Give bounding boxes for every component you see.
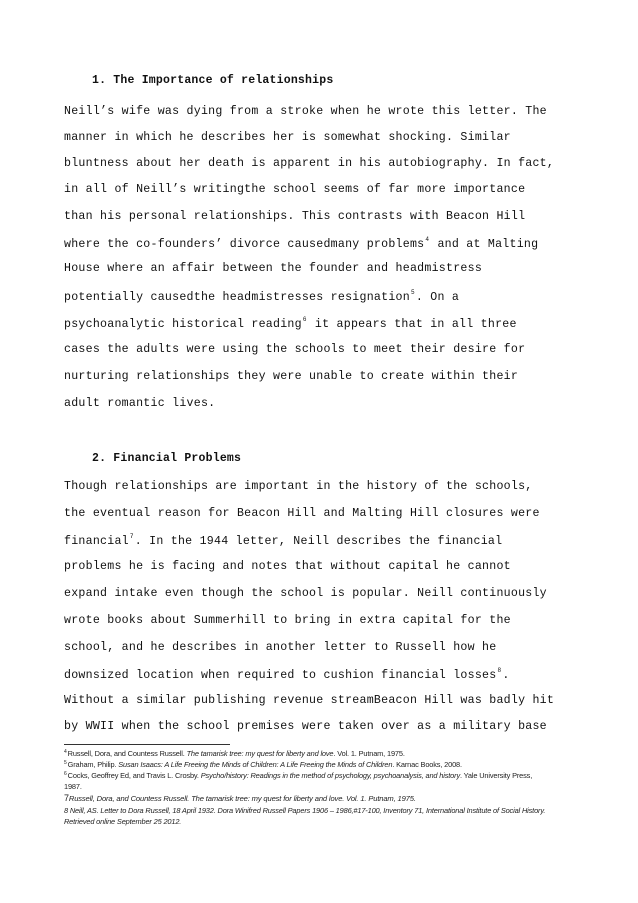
footnote-6-continued: 1987. bbox=[64, 782, 82, 791]
body-text: where the co-founders’ divorce causedmany problems bbox=[64, 238, 425, 251]
body-line: Neill’s wife was dying from a stroke when he wrote this letter. The bbox=[64, 105, 547, 118]
footnote-8-continued: Retrieved online September 25 2012. bbox=[64, 817, 182, 826]
footnote-text: Graham, Philip. bbox=[67, 760, 119, 769]
body-text: . In the 1944 letter, Neill describes the financial bbox=[134, 535, 503, 548]
body-line: nurturing relationships they were unable to create within their bbox=[64, 370, 519, 383]
footnote-number: 4 bbox=[64, 749, 67, 755]
footnote-8: 8 Neill, AS. Letter to Dora Russell, 18 April 1932. Dora Winifred Russell Papers 1906 – 1986,#17-100, Inventory 71, International Institute of Social History. bbox=[64, 806, 546, 815]
body-text: and at Malting bbox=[430, 238, 539, 251]
footnote-7 bbox=[64, 793, 416, 803]
footnote-4 bbox=[64, 749, 405, 758]
body-line: the eventual reason for Beacon Hill and Malting Hill closures were bbox=[64, 507, 540, 520]
body-line bbox=[64, 236, 538, 251]
footnote-ref[interactable]: 8 bbox=[497, 667, 502, 674]
body-line: Without a similar publishing revenue streamBeacon Hill was badly hit bbox=[64, 694, 555, 707]
footnote-text: Cocks, Geoffrey Ed, and Travis L. Crosby. bbox=[67, 771, 201, 780]
body-text: potentially causedthe headmistresses resignation bbox=[64, 291, 410, 304]
body-line: by WWII when the school premises were taken over as a military base bbox=[64, 720, 547, 733]
footnote-text: Russell, Dora, and Countess Russell. The tamarisk tree: my quest for liberty and love. Vol. 1. Putnam, 1975. bbox=[68, 794, 416, 803]
footnote-5 bbox=[64, 760, 462, 769]
body-line bbox=[64, 533, 502, 548]
footnote-ref[interactable]: 6 bbox=[302, 316, 307, 323]
body-line: problems he is facing and notes that without capital he cannot bbox=[64, 560, 511, 573]
footnote-text: . Vol. 1. Putnam, 1975. bbox=[333, 749, 405, 758]
body-line: manner in which he describes her is somewhat shocking. Similar bbox=[64, 131, 511, 144]
footnote-text: . Karnac Books, 2008. bbox=[392, 760, 462, 769]
footnote-ref[interactable]: 4 bbox=[425, 236, 430, 243]
footnote-number: 7 bbox=[64, 793, 69, 803]
body-text: downsized location when required to cushion financial losses bbox=[64, 669, 497, 682]
body-line: in all of Neill’s writingthe school seems of far more importance bbox=[64, 183, 526, 196]
footnote-ref[interactable]: 5 bbox=[410, 289, 415, 296]
body-line: than his personal relationships. This contrasts with Beacon Hill bbox=[64, 210, 526, 223]
footnote-text: Russell, Dora, and Countess Russell. bbox=[67, 749, 187, 758]
footnote-title: Susan Isaacs: A Life Freeing the Minds of Children: A Life Freeing the Minds of Children bbox=[118, 760, 393, 769]
body-text: psychoanalytic historical reading bbox=[64, 318, 302, 331]
body-text: . On a bbox=[415, 291, 460, 304]
footnote-text: . Yale University Press, bbox=[460, 771, 533, 780]
body-line bbox=[64, 667, 510, 682]
footnote-ref[interactable]: 7 bbox=[129, 533, 134, 540]
footnote-number: 5 bbox=[64, 760, 67, 766]
body-text: . bbox=[502, 669, 510, 682]
body-line: cases the adults were using the schools to meet their desire for bbox=[64, 343, 526, 356]
body-text: it appears that in all three bbox=[307, 318, 517, 331]
footnote-separator bbox=[64, 744, 230, 745]
body-line: school, and he describes in another letter to Russell how he bbox=[64, 641, 497, 654]
body-line: wrote books about Summerhill to bring in extra capital for the bbox=[64, 614, 511, 627]
body-line bbox=[64, 316, 517, 331]
body-line bbox=[64, 289, 459, 304]
footnote-title: The tamarisk tree: my quest for liberty and love bbox=[186, 749, 334, 758]
footnote-number: 6 bbox=[64, 771, 67, 777]
footnote-6 bbox=[64, 771, 532, 780]
section-heading-financial: 2. Financial Problems bbox=[92, 452, 242, 465]
footnote-title: Psycho/history: Readings in the method of psychology, psychoanalysis, and history bbox=[200, 771, 460, 780]
body-line: bluntness about her death is apparent in his autobiography. In fact, bbox=[64, 157, 555, 170]
body-line: adult romantic lives. bbox=[64, 397, 216, 410]
body-line: Though relationships are important in the history of the schools, bbox=[64, 480, 533, 493]
body-line: expand intake even though the school is popular. Neill continuously bbox=[64, 587, 547, 600]
body-line: House where an affair between the founder and headmistress bbox=[64, 262, 483, 275]
section-heading-relationships: 1. The Importance of relationships bbox=[92, 74, 334, 87]
body-text: financial bbox=[64, 535, 129, 548]
